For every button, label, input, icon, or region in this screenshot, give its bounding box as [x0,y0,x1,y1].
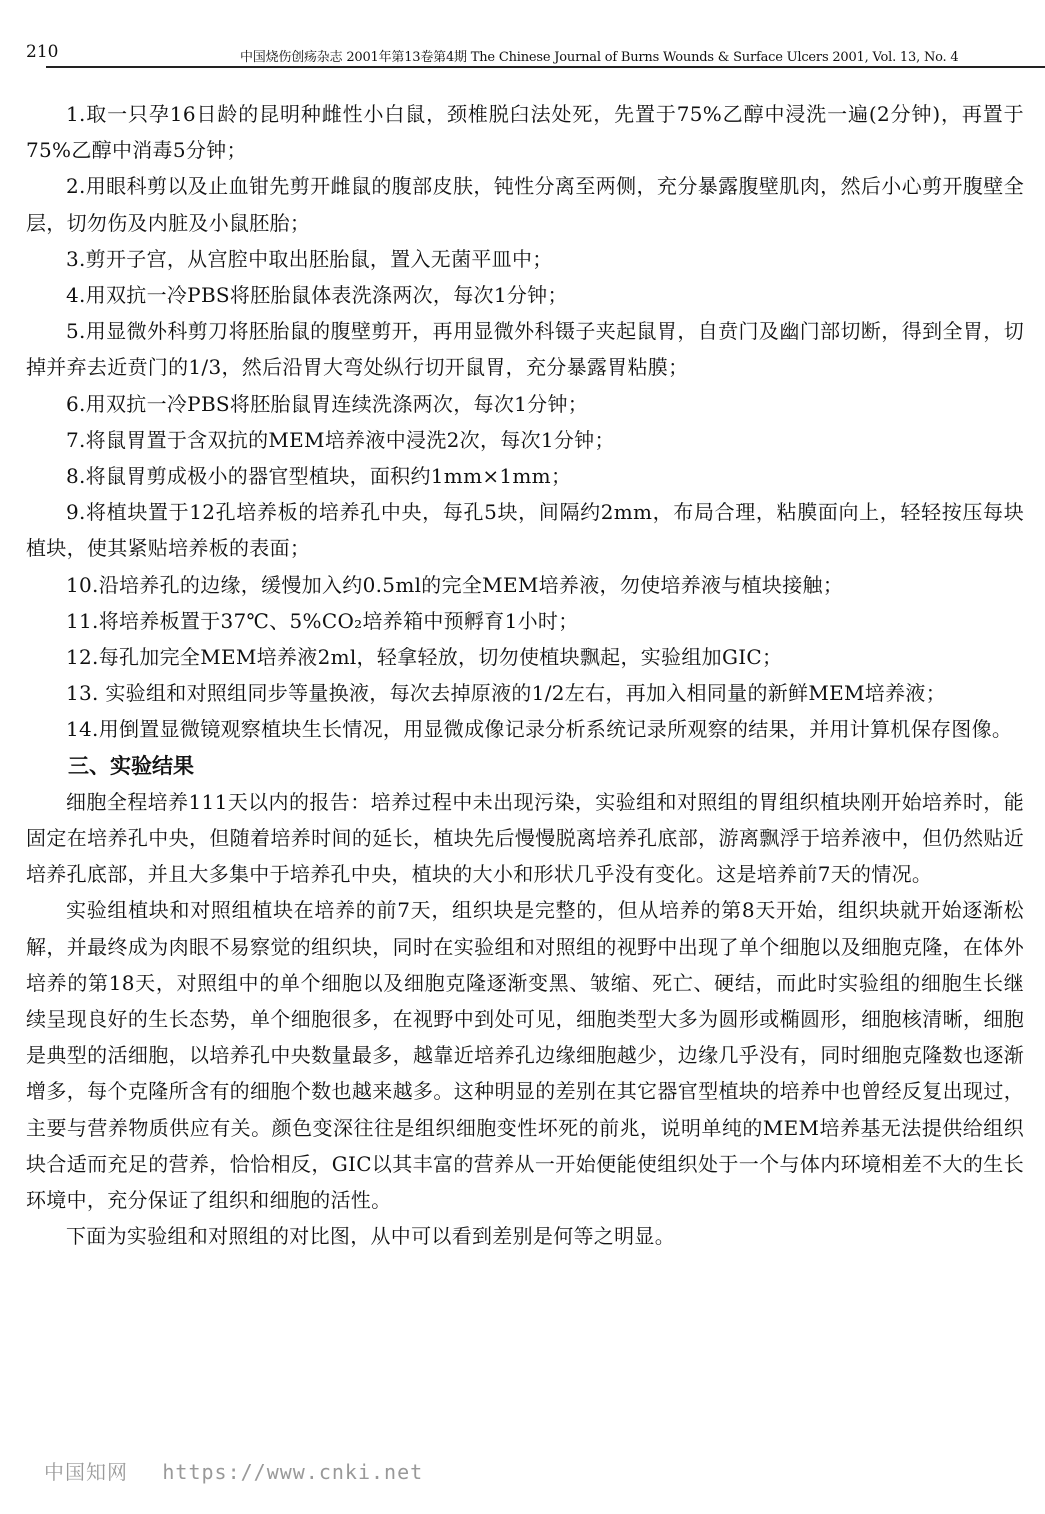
results-paragraph: 细胞全程培养111天以内的报告：培养过程中未出现污染，实验组和对照组的胃组织植块刚开始培养时，能固定在培养孔中央，但随着培养时间的延长，植块先后慢慢脱离培养孔底部，游离飘浮于培养液中，但仍然贴近培养孔底部，并且大多集中于培养孔中央，植块的大小和形状几乎没有变化。这是培养前7天的情况。 [26,789,1024,887]
procedure-step: 14.用倒置显微镜观察植块生长情况，用显微成像记录分析系统记录所观察的结果，并用计算机保存图像。 [66,717,1013,742]
procedure-step: 6.用双抗一冷PBS将胚胎鼠胃连续洗涤两次，每次1分钟； [66,391,589,416]
article-body [26,96,1024,1255]
procedure-step: 3.剪开子宫，从宫腔中取出胚胎鼠，置入无菌平皿中； [66,246,553,271]
header-rule [46,66,1045,68]
section-heading-results: 三、实验结果 [68,753,194,778]
cnki-site-name: 中国知网 [44,1460,128,1484]
journal-running-head: 中国烧伤创疡杂志 2001年第13卷第4期 The Chinese Journal of Burns Wounds & Surface Ulcers 2001, Vol. 13, No. 4 [240,50,959,65]
watermark-footer [44,1456,423,1485]
procedure-step: 8.将鼠胃剪成极小的器官型植块，面积约1mm×1mm； [66,464,572,489]
procedure-step: 12.每孔加完全MEM培养液2ml，轻拿轻放，切勿使植块飘起，实验组加GIC； [66,645,783,670]
procedure-step: 13. 实验组和对照组同步等量换液，每次去掉原液的1/2左右，再加入相同量的新鲜MEM培养液； [66,681,947,706]
procedure-step: 11.将培养板置于37℃、5%CO₂培养箱中预孵育1小时； [66,608,579,633]
procedure-step: 10.沿培养孔的边缘，缓慢加入约0.5ml的完全MEM培养液，勿使培养液与植块接触； [66,572,844,597]
results-paragraph: 实验组植块和对照组植块在培养的前7天，组织块是完整的，但从培养的第8天开始，组织块就开始逐渐松解，并最终成为肉眼不易察觉的组织块，同时在实验组和对照组的视野中出现了单个细胞以及细胞克隆，在体外培养的第18天，对照组中的单个细胞以及细胞克隆逐渐变黑、皱缩、死亡、硬结，而此时实验组的细胞生长继续呈现良好的生长态势，单个细胞很多，在视野中到处可见，细胞类型大多为圆形或椭圆形，细胞核清晰，细胞是典型的活细胞，以培养孔中央数量最多，越靠近培养孔边缘细胞越少，边缘几乎没有，同时细胞克隆数也逐渐增多，每个克隆所含有的细胞个数也越来越多。这种明显的差别在其它器官型植块的培养中也曾经反复出现过，主要与营养物质供应有关。颜色变深往往是组织细胞变性坏死的前兆，说明单纯的MEM培养基无法提供给组织块合适而充足的营养，恰恰相反，GIC以其丰富的营养从一开始便能使组织处于一个与体内环境相差不大的生长环境中，充分保证了组织和细胞的活性。 [26,898,1024,1213]
procedure-step: 1.取一只孕16日龄的昆明种雌性小白鼠，颈椎脱臼法处死，先置于75%乙醇中浸洗一遍(2分钟)，再置于75%乙醇中消毒5分钟； [26,102,1024,163]
procedure-step: 2.用眼科剪以及止血钳先剪开雌鼠的腹部皮肤，钝性分离至两侧，充分暴露腹壁肌肉，然后小心剪开腹壁全层，切勿伤及内脏及小鼠胚胎； [26,174,1024,235]
results-paragraph: 下面为实验组和对照组的对比图，从中可以看到差别是何等之明显。 [66,1224,675,1249]
running-header [26,42,1026,68]
procedure-step: 4.用双抗一冷PBS将胚胎鼠体表洗涤两次，每次1分钟； [66,283,568,308]
procedure-step: 7.将鼠胃置于含双抗的MEM培养液中浸洗2次，每次1分钟； [66,427,615,452]
page-number: 210 [26,42,59,62]
cnki-url[interactable]: https://www.cnki.net [162,1460,424,1484]
procedure-step: 9.将植块置于12孔培养板的培养孔中央，每孔5块，间隔约2mm，布局合理，粘膜面向上，轻轻按压每块植块，使其紧贴培养板的表面； [26,500,1024,561]
procedure-step: 5.用显微外科剪刀将胚胎鼠的腹壁剪开，再用显微外科镊子夹起鼠胃，自贲门及幽门部切断，得到全胃，切掉并弃去近贲门的1/3，然后沿胃大弯处纵行切开鼠胃，充分暴露胃粘膜； [26,319,1024,380]
